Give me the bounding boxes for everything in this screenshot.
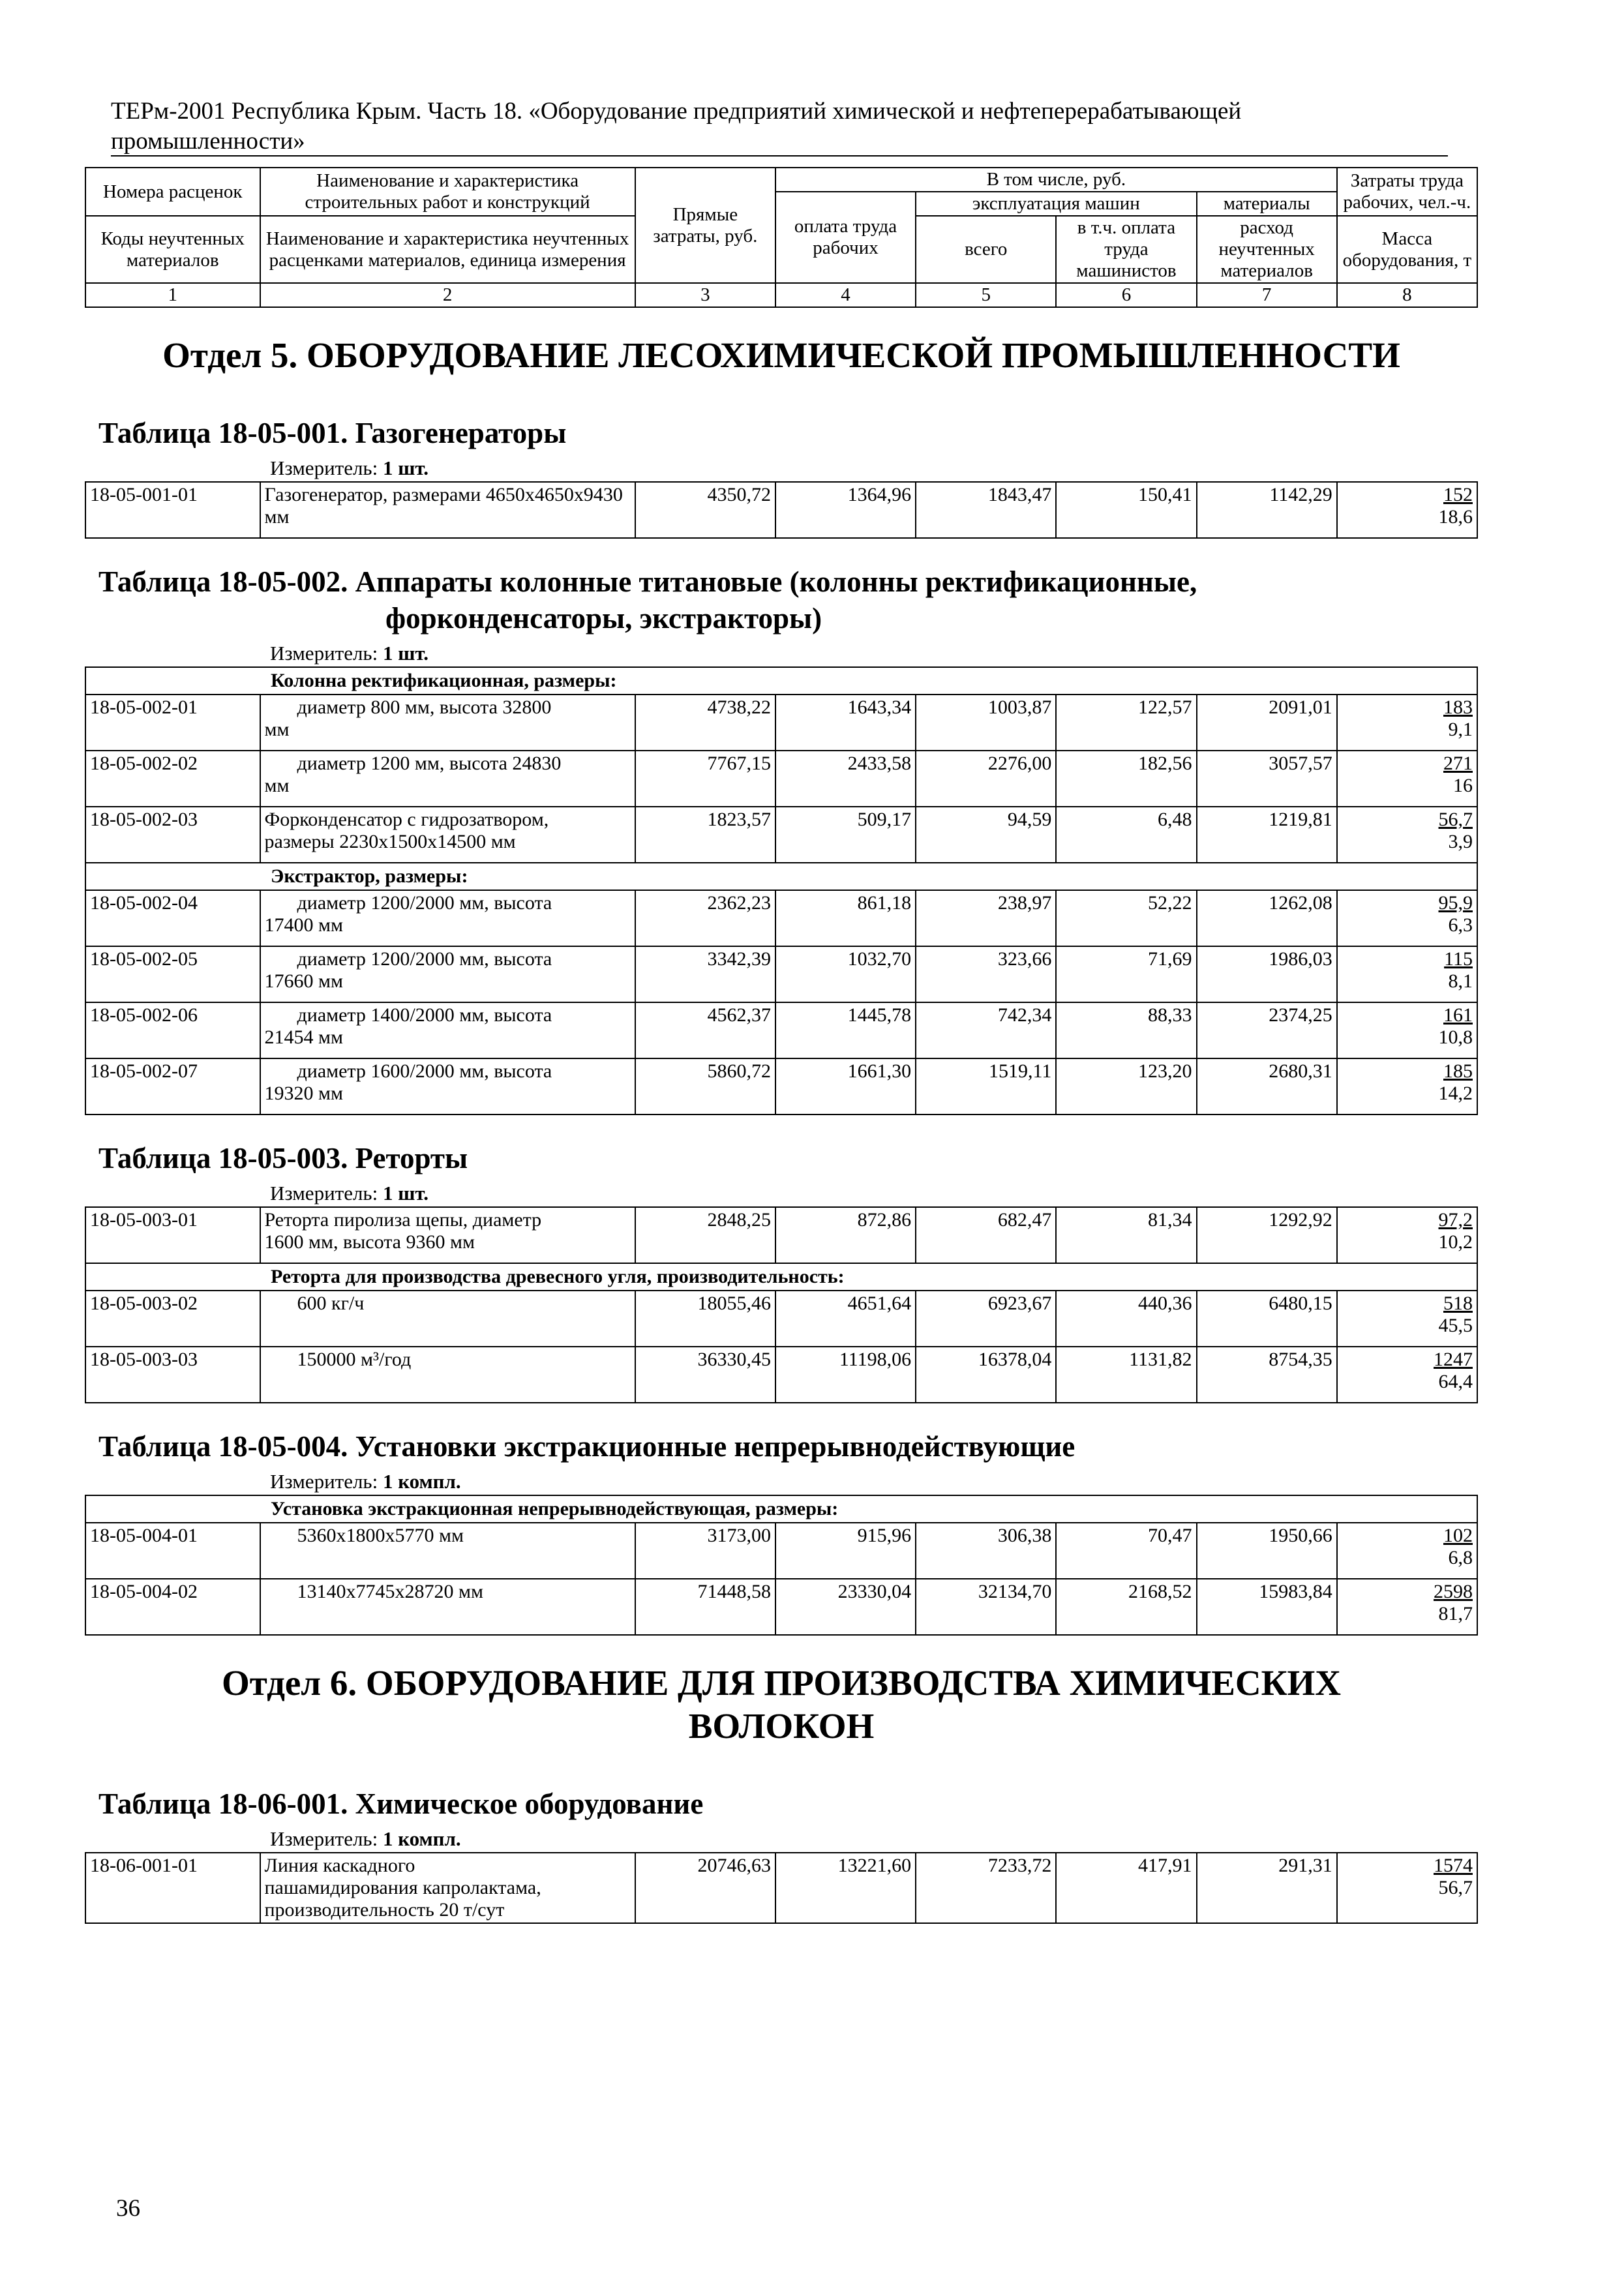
table-row [85,751,1477,807]
header-line-1: ТЕРм-2001 Республика Крым. Часть 18. «Оборудование предприятий химической и нефтеперерабатывающей [111,98,1242,125]
table-row [85,890,1477,946]
machines-total: 7233,72 [916,1853,1056,1923]
rate-name: Реторта пиролиза щепы, диаметр 1600 мм, высота 9360 мм [260,1207,635,1263]
machinists-pay: 123,20 [1056,1058,1196,1115]
table-row [85,1207,1477,1263]
machines-total: 682,47 [916,1207,1056,1263]
table-row [85,1853,1477,1923]
col-header-including: В том числе, руб. [775,168,1337,192]
direct-cost: 1823,57 [635,807,775,863]
estimate-table [85,167,1478,1924]
group-heading: Колонна ректификационная, размеры: [85,667,1477,695]
col-header-labor-hours: Затраты труда рабочих, чел.-ч. [1337,168,1477,216]
machines-total: 306,38 [916,1523,1056,1579]
rate-code: 18-05-004-02 [85,1579,260,1635]
col-number: 8 [1337,283,1477,307]
col-number: 1 [85,283,260,307]
materials: 2374,25 [1197,1002,1337,1058]
labor-hours-mass: 2598 81,7 [1337,1579,1477,1635]
labor-hours-mass: 95,9 6,3 [1337,890,1477,946]
materials: 1292,92 [1197,1207,1337,1263]
unit-of-measure: Измеритель: 1 шт. [270,642,429,665]
labor-hours-mass: 1574 56,7 [1337,1853,1477,1923]
col-header-codes: Номера расценок [85,168,260,216]
labor-hours-mass: 97,2 10,2 [1337,1207,1477,1263]
machinists-pay: 150,41 [1056,482,1196,538]
rate-name: 150000 м³/год [260,1347,635,1403]
machinists-pay: 2168,52 [1056,1579,1196,1635]
rate-code: 18-05-002-05 [85,946,260,1002]
labor-hours-mass: 161 10,8 [1337,1002,1477,1058]
unit-of-measure: Измеритель: 1 шт. [270,456,429,479]
labor-pay: 4651,64 [775,1291,916,1347]
col-number: 3 [635,283,775,307]
materials: 8754,35 [1197,1347,1337,1403]
rate-name: Линия каскадного пашамидирования капролактама, производительность 20 т/сут [260,1853,635,1923]
column-number-row [85,283,1477,307]
labor-pay: 2433,58 [775,751,916,807]
labor-hours-mass: 56,7 3,9 [1337,807,1477,863]
labor-hours-mass: 102 6,8 [1337,1523,1477,1579]
direct-cost: 2362,23 [635,890,775,946]
materials: 6480,15 [1197,1291,1337,1347]
machinists-pay: 417,91 [1056,1853,1196,1923]
column-header-row-1 [85,168,1477,192]
rate-name: диаметр 800 мм, высота 32800 мм [260,695,635,751]
col-header-name: Наименование и характеристика строительных работ и конструкций [260,168,635,216]
table-row [85,1291,1477,1347]
direct-cost: 18055,46 [635,1291,775,1347]
labor-hours-mass: 518 45,5 [1337,1291,1477,1347]
labor-pay: 13221,60 [775,1853,916,1923]
rate-code: 18-06-001-01 [85,1853,260,1923]
rate-name: Газогенератор, размерами 4650x4650x9430 мм [260,482,635,538]
labor-hours-mass: 271 16 [1337,751,1477,807]
labor-hours-mass: 115 8,1 [1337,946,1477,1002]
rate-code: 18-05-004-01 [85,1523,260,1579]
direct-cost: 71448,58 [635,1579,775,1635]
machines-total: 32134,70 [916,1579,1056,1635]
machinists-pay: 88,33 [1056,1002,1196,1058]
labor-hours-mass: 185 14,2 [1337,1058,1477,1115]
materials: 291,31 [1197,1853,1337,1923]
direct-cost: 20746,63 [635,1853,775,1923]
unit-of-measure: Измеритель: 1 компл. [270,1470,461,1493]
materials: 2680,31 [1197,1058,1337,1115]
materials: 3057,57 [1197,751,1337,807]
table-row [85,1058,1477,1115]
page-header [111,97,1467,157]
table-title: Таблица 18-05-002. Аппараты колонные титановые (колонны ректификационные, форконденсаторы, экстракторы) [98,565,1197,635]
col-header-mass: Масса оборудования, т [1337,216,1477,283]
machinists-pay: 440,36 [1056,1291,1196,1347]
machinists-pay: 122,57 [1056,695,1196,751]
direct-cost: 5860,72 [635,1058,775,1115]
rate-code: 18-05-001-01 [85,482,260,538]
materials: 1262,08 [1197,890,1337,946]
table-row [85,1347,1477,1403]
section-title: Отдел 6. ОБОРУДОВАНИЕ ДЛЯ ПРОИЗВОДСТВА ХИМИЧЕСКИХ ВОЛОКОН [222,1663,1341,1746]
machines-total: 238,97 [916,890,1056,946]
materials: 15983,84 [1197,1579,1337,1635]
machinists-pay: 6,48 [1056,807,1196,863]
labor-pay: 915,96 [775,1523,916,1579]
machines-total: 1519,11 [916,1058,1056,1115]
machinists-pay: 70,47 [1056,1523,1196,1579]
table-row [85,946,1477,1002]
page-number: 36 [116,2195,140,2222]
labor-pay: 872,86 [775,1207,916,1263]
machines-total: 6923,67 [916,1291,1056,1347]
labor-pay: 1445,78 [775,1002,916,1058]
direct-cost: 4350,72 [635,482,775,538]
labor-pay: 23330,04 [775,1579,916,1635]
rate-code: 18-05-003-02 [85,1291,260,1347]
materials: 1986,03 [1197,946,1337,1002]
col-number: 5 [916,283,1056,307]
labor-pay: 861,18 [775,890,916,946]
col-number: 2 [260,283,635,307]
col-header-machines-total: всего [916,216,1056,283]
rate-code: 18-05-002-07 [85,1058,260,1115]
group-heading: Установка экстракционная непрерывнодействующая, размеры: [85,1495,1477,1523]
table-row [85,1579,1477,1635]
table-title: Таблица 18-05-003. Реторты [98,1142,468,1174]
col-header-materials-use: расход неучтенных материалов [1197,216,1337,283]
col-header-machines: эксплуатация машин [916,192,1196,216]
table-row [85,482,1477,538]
labor-pay: 1364,96 [775,482,916,538]
machines-total: 16378,04 [916,1347,1056,1403]
rate-code: 18-05-002-02 [85,751,260,807]
group-heading: Экстрактор, размеры: [85,863,1477,890]
direct-cost: 7767,15 [635,751,775,807]
col-header-labor: оплата труда рабочих [775,192,916,283]
rate-code: 18-05-002-06 [85,1002,260,1058]
rate-code: 18-05-003-03 [85,1347,260,1403]
machines-total: 742,34 [916,1002,1056,1058]
section-title: Отдел 5. ОБОРУДОВАНИЕ ЛЕСОХИМИЧЕСКОЙ ПРОМЫШЛЕННОСТИ [162,335,1400,375]
table-title: Таблица 18-05-004. Установки экстракционные непрерывнодействующие [98,1430,1075,1463]
direct-cost: 3173,00 [635,1523,775,1579]
col-number: 6 [1056,283,1196,307]
col-header-materials: материалы [1197,192,1337,216]
machines-total: 323,66 [916,946,1056,1002]
unit-of-measure: Измеритель: 1 компл. [270,1827,461,1850]
col-header-material-names: Наименование и характеристика неучтенных расценками материалов, единица измерения [260,216,635,283]
rate-name: 600 кг/ч [260,1291,635,1347]
labor-pay: 1643,34 [775,695,916,751]
table-row [85,1523,1477,1579]
labor-pay: 509,17 [775,807,916,863]
labor-pay: 1661,30 [775,1058,916,1115]
col-number: 7 [1197,283,1337,307]
table-title: Таблица 18-06-001. Химическое оборудование [98,1788,704,1820]
col-header-direct: Прямые затраты, руб. [635,168,775,283]
group-heading: Реторта для производства древесного угля, производительность: [85,1263,1477,1291]
rate-name: диаметр 1400/2000 мм, высота 21454 мм [260,1002,635,1058]
labor-pay: 11198,06 [775,1347,916,1403]
col-header-machinists-pay: в т.ч. оплата труда машинистов [1056,216,1196,283]
rate-name: диаметр 1200 мм, высота 24830 мм [260,751,635,807]
rate-code: 18-05-003-01 [85,1207,260,1263]
table-row [85,695,1477,751]
machinists-pay: 1131,82 [1056,1347,1196,1403]
col-header-material-codes: Коды неучтенных материалов [85,216,260,283]
machines-total: 1003,87 [916,695,1056,751]
machines-total: 2276,00 [916,751,1056,807]
unit-of-measure: Измеритель: 1 шт. [270,1182,429,1204]
labor-hours-mass: 1247 64,4 [1337,1347,1477,1403]
rate-name: диаметр 1600/2000 мм, высота 19320 мм [260,1058,635,1115]
rate-name: 5360x1800x5770 мм [260,1523,635,1579]
rate-code: 18-05-002-03 [85,807,260,863]
machinists-pay: 71,69 [1056,946,1196,1002]
materials: 2091,01 [1197,695,1337,751]
table-row [85,1002,1477,1058]
rate-name: диаметр 1200/2000 мм, высота 17400 мм [260,890,635,946]
header-rule [111,155,1448,157]
direct-cost: 4562,37 [635,1002,775,1058]
col-number: 4 [775,283,916,307]
header-line-2: промышленности» [111,128,305,155]
materials: 1219,81 [1197,807,1337,863]
rate-name: 13140x7745x28720 мм [260,1579,635,1635]
machinists-pay: 182,56 [1056,751,1196,807]
labor-pay: 1032,70 [775,946,916,1002]
materials: 1950,66 [1197,1523,1337,1579]
machines-total: 1843,47 [916,482,1056,538]
direct-cost: 2848,25 [635,1207,775,1263]
direct-cost: 3342,39 [635,946,775,1002]
rate-code: 18-05-002-01 [85,695,260,751]
rate-name: диаметр 1200/2000 мм, высота 17660 мм [260,946,635,1002]
rate-name: Форконденсатор с гидрозатвором, размеры 2230x1500x14500 мм [260,807,635,863]
rate-code: 18-05-002-04 [85,890,260,946]
labor-hours-mass: 152 18,6 [1337,482,1477,538]
machines-total: 94,59 [916,807,1056,863]
machinists-pay: 52,22 [1056,890,1196,946]
direct-cost: 36330,45 [635,1347,775,1403]
machinists-pay: 81,34 [1056,1207,1196,1263]
labor-hours-mass: 183 9,1 [1337,695,1477,751]
table-title: Таблица 18-05-001. Газогенераторы [98,417,567,449]
direct-cost: 4738,22 [635,695,775,751]
table-row [85,807,1477,863]
materials: 1142,29 [1197,482,1337,538]
